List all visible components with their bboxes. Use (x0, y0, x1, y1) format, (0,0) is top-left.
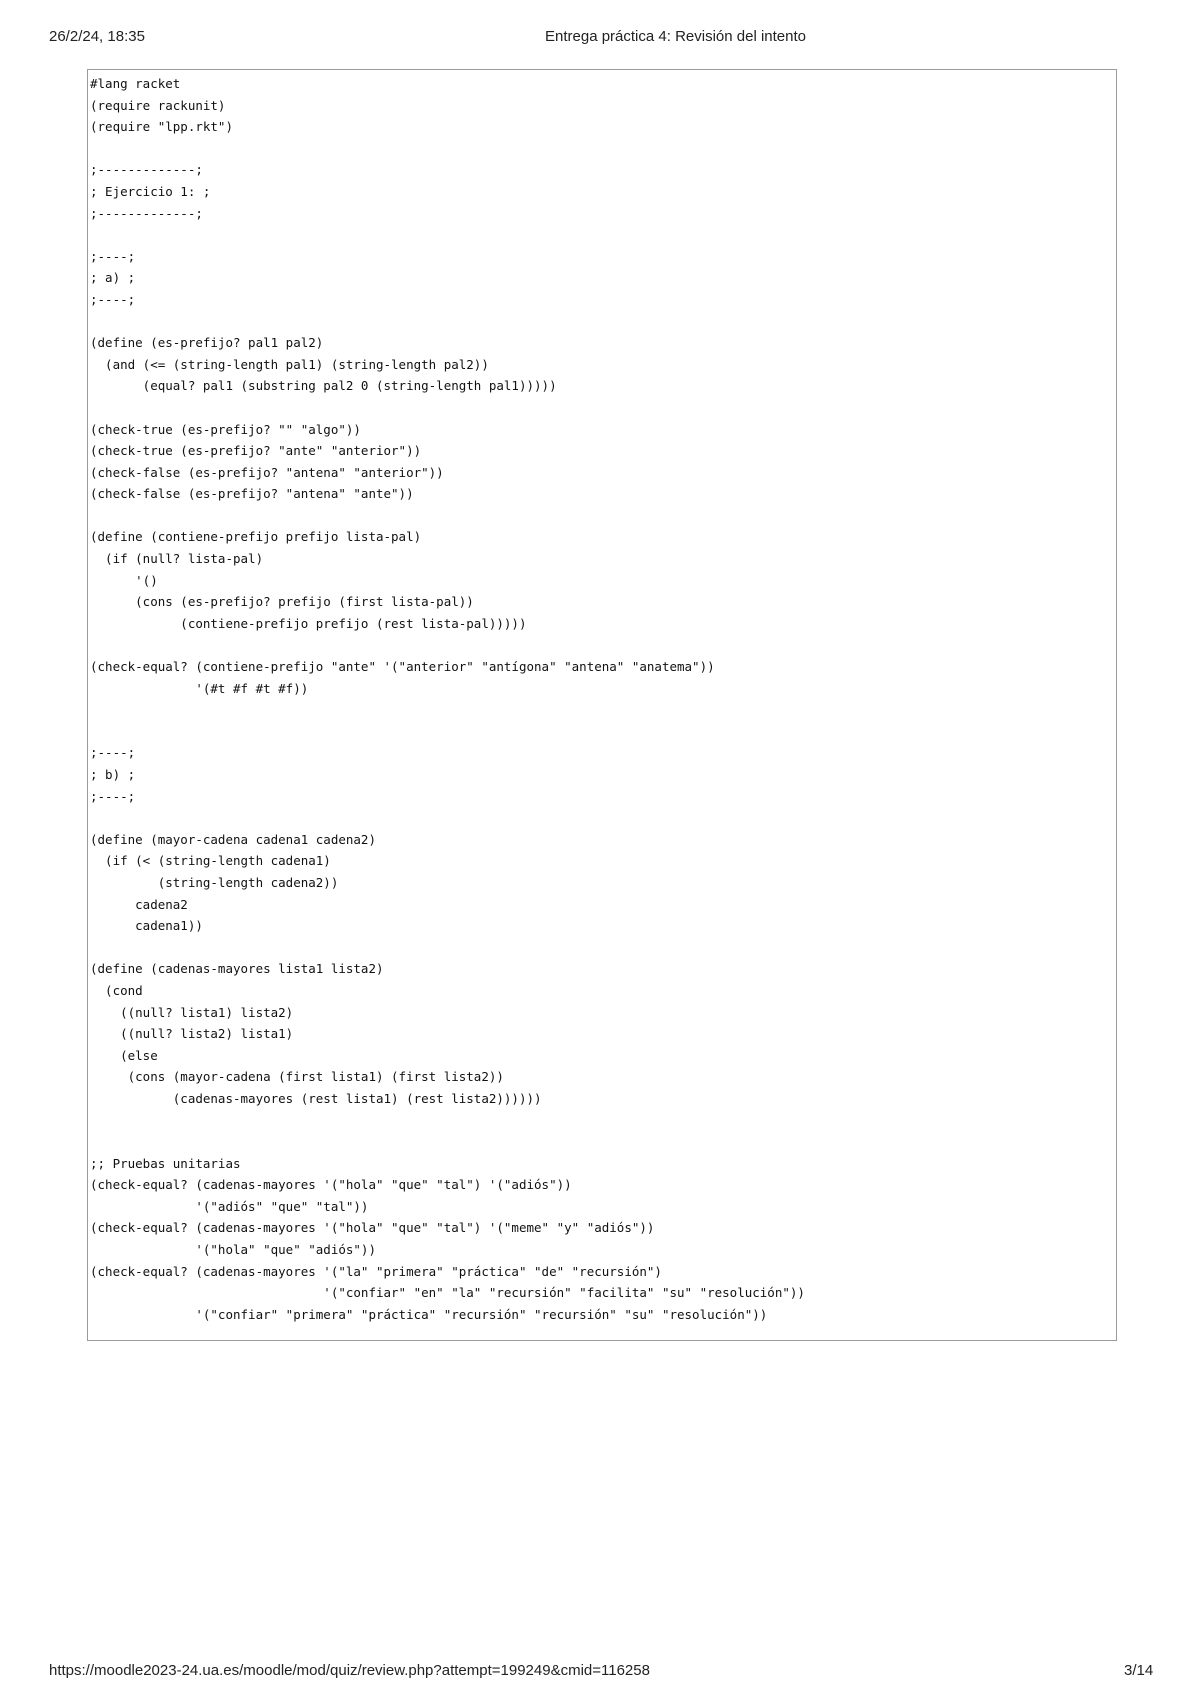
code-line (90, 397, 1116, 419)
code-line: (equal? pal1 (substring pal2 0 (string-length pal1))))) (90, 378, 557, 394)
code-line (90, 311, 1116, 333)
code-line: (require "lpp.rkt") (90, 119, 233, 135)
code-line: ;----; (90, 291, 136, 307)
code-line: (else (90, 1047, 158, 1063)
code-line: (cons (es-prefijo? prefijo (first lista-pal)) (90, 594, 474, 610)
code-line: (check-false (es-prefijo? "antena" "anterior")) (90, 464, 444, 480)
code-line: #lang racket (90, 76, 181, 91)
code-line: ((null? lista2) lista1) (90, 1026, 294, 1042)
code-line: (check-equal? (contiene-prefijo "ante" '("anterior" "antígona" "antena" "anatema")) (90, 659, 715, 675)
code-line: (check-false (es-prefijo? "antena" "ante")) (90, 486, 414, 502)
code-line: (if (< (string-length cadena1) (90, 853, 331, 869)
code-line: ; a) ; (90, 270, 136, 286)
code-line: (check-equal? (cadenas-mayores '("hola" "que" "tal") '("adiós")) (90, 1177, 572, 1193)
code-line (90, 721, 1116, 743)
code-line: ;-------------; (90, 162, 203, 178)
code-line: (cons (mayor-cadena (first lista1) (first lista2)) (90, 1069, 504, 1085)
page-url: https://moodle2023-24.ua.es/moodle/mod/quiz/review.php?attempt=199249&cmid=116258 (49, 1662, 650, 1679)
code-line: ; b) ; (90, 767, 136, 782)
code-line: cadena1)) (90, 918, 203, 934)
code-line: '(#t #f #t #f)) (90, 680, 309, 696)
code-line (90, 1110, 1116, 1132)
code-line: (cadenas-mayores (rest lista1) (rest lista2)))))) (90, 1090, 542, 1106)
code-line: (and (<= (string-length pal1) (string-length pal2)) (90, 356, 489, 372)
code-line: (check-true (es-prefijo? "" "algo")) (90, 421, 361, 437)
code-line: '("hola" "que" "adiós")) (90, 1242, 376, 1258)
code-line: (check-equal? (cadenas-mayores '("hola" "que" "tal") '("meme" "y" "adiós")) (90, 1220, 655, 1236)
code-line: (string-length cadena2)) (90, 874, 339, 890)
code-line: (define (mayor-cadena cadena1 cadena2) (90, 831, 376, 847)
code-line: '("confiar" "primera" "práctica" "recursión" "recursión" "su" "resolución")) (90, 1306, 768, 1322)
code-answer-box[interactable] (87, 69, 1117, 1341)
code-line (90, 224, 1116, 246)
code-line (90, 138, 1116, 160)
code-line: ;-------------; (90, 205, 203, 221)
code-line (90, 807, 1116, 829)
code-line (90, 937, 1116, 959)
code-line: (define (cadenas-mayores lista1 lista2) (90, 961, 384, 977)
code-line: ; Ejercicio 1: ; (90, 183, 211, 199)
code-line: '("confiar" "en" "la" "recursión" "facilita" "su" "resolución")) (90, 1285, 805, 1301)
code-line (90, 634, 1116, 656)
page-title: Entrega práctica 4: Revisión del intento (545, 28, 806, 45)
code-line: (require rackunit) (90, 97, 226, 113)
code-line: (contiene-prefijo prefijo (rest lista-pal))))) (90, 615, 527, 631)
code-line: (cond (90, 982, 143, 998)
code-line: '() (90, 572, 158, 588)
code-line: '("adiós" "que" "tal")) (90, 1198, 369, 1214)
code-line: (define (contiene-prefijo prefijo lista-pal) (90, 529, 422, 545)
code-line: ;; Pruebas unitarias (90, 1155, 241, 1171)
code-line (90, 699, 1116, 721)
code-line: (define (es-prefijo? pal1 pal2) (90, 335, 324, 351)
code-line: (if (null? lista-pal) (90, 551, 264, 567)
code-line (90, 505, 1116, 527)
code-line: (check-equal? (cadenas-mayores '("la" "primera" "práctica" "de" "recursión") (90, 1263, 662, 1279)
code-line: ;----; (90, 745, 136, 761)
code-line: ;----; (90, 248, 136, 264)
code-line: ((null? lista1) lista2) (90, 1004, 294, 1020)
code-line: ;----; (90, 788, 136, 804)
code-line: cadena2 (90, 896, 188, 912)
code-line (90, 1131, 1116, 1153)
print-datetime: 26/2/24, 18:35 (49, 28, 145, 45)
code-line: (check-true (es-prefijo? "ante" "anterior")) (90, 443, 422, 459)
page-number: 3/14 (1124, 1662, 1154, 1679)
